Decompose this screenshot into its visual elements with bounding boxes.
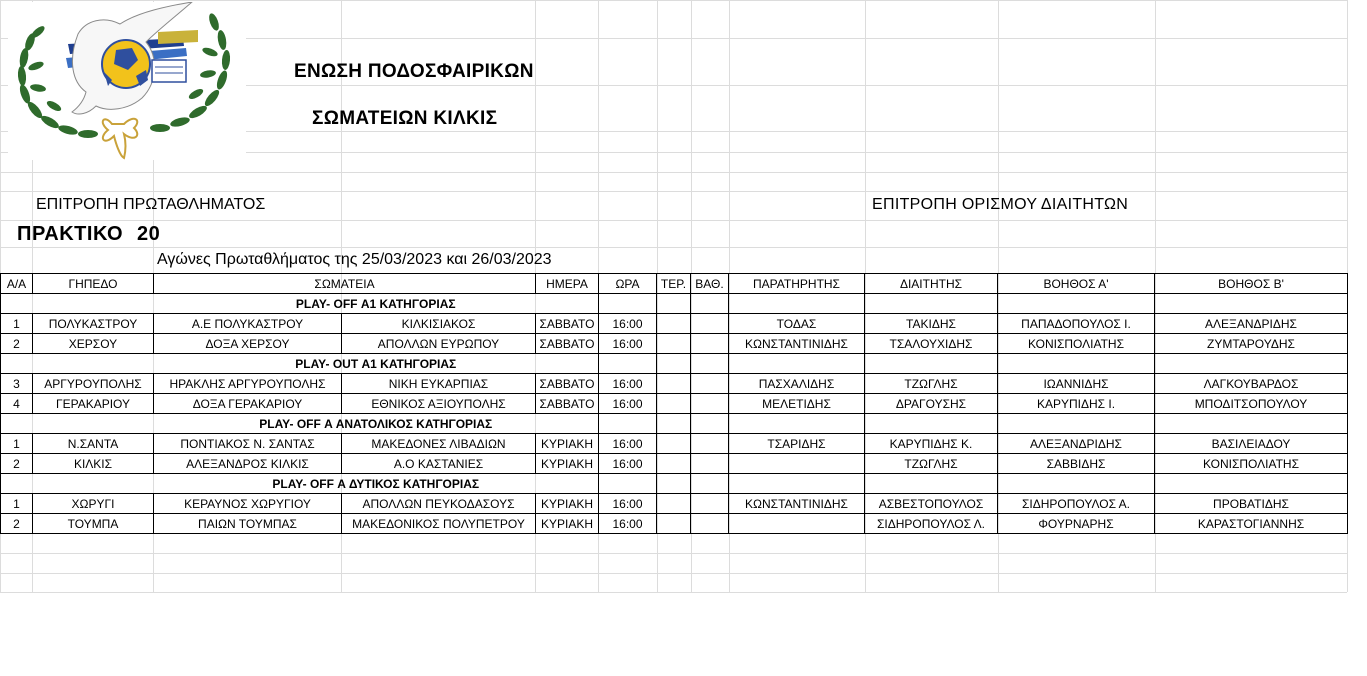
cell-away: ΝΙΚΗ ΕΥΚΑΡΠΙΑΣ	[342, 374, 536, 394]
section-title: PLAY- OFF Α ΔΥΤΙΚΟΣ ΚΑΤΗΓΟΡΙΑΣ	[154, 474, 599, 494]
cell-aa: 4	[1, 394, 33, 414]
grid-row-line	[0, 573, 1347, 574]
empty-cell	[1155, 294, 1348, 314]
cell-assistant-a: ΙΩΑΝΝΙΔΗΣ	[998, 374, 1155, 394]
match-row	[1, 434, 1348, 454]
cell-assistant-b: ΛΑΓΚΟΥΒΑΡΔΟΣ	[1155, 374, 1348, 394]
cell-away: ΜΑΚΕΔΟΝΕΣ ΛΙΒΑΔΙΩΝ	[342, 434, 536, 454]
section-header-row	[1, 414, 1348, 434]
cell-vath	[691, 494, 729, 514]
cell-day: ΚΥΡΙΑΚΗ	[536, 454, 599, 474]
empty-cell	[729, 354, 865, 374]
cell-referee: ΤΖΩΓΛΗΣ	[865, 454, 998, 474]
cell-assistant-b: ΜΠΟΔΙΤΣΟΠΟΥΛΟΥ	[1155, 394, 1348, 414]
empty-cell	[691, 474, 729, 494]
cell-vath	[691, 514, 729, 534]
cell-time: 16:00	[599, 334, 657, 354]
empty-cell	[1, 294, 33, 314]
cell-assistant-a: ΠΑΠΑΔΟΠΟΥΛΟΣ Ι.	[998, 314, 1155, 334]
cell-home: ΠΟΝΤΙΑΚΟΣ Ν. ΣΑΝΤΑΣ	[154, 434, 342, 454]
cell-assistant-b: ΚΟΝΙΣΠΟΛΙΑΤΗΣ	[1155, 454, 1348, 474]
cell-aa: 2	[1, 334, 33, 354]
section-header-row	[1, 474, 1348, 494]
match-row	[1, 394, 1348, 414]
cell-ter	[657, 334, 691, 354]
cell-referee: ΤΑΚΙΔΗΣ	[865, 314, 998, 334]
col-header-time: ΩΡΑ	[599, 274, 657, 294]
empty-cell	[865, 354, 998, 374]
cell-stadium: ΚΙΛΚΙΣ	[33, 454, 154, 474]
cell-assistant-b: ΖΥΜΤΑΡΟΥΔΗΣ	[1155, 334, 1348, 354]
empty-cell	[1, 354, 33, 374]
cell-observer	[729, 514, 865, 534]
empty-cell	[1155, 414, 1348, 434]
cell-referee: ΔΡΑΓΟΥΣΗΣ	[865, 394, 998, 414]
wreath-dove-ball-emblem	[8, 2, 246, 160]
cell-aa: 1	[1, 434, 33, 454]
section-header-row	[1, 294, 1348, 314]
cell-away: ΑΠΟΛΛΩΝ ΠΕΥΚΟΔΑΣΟΥΣ	[342, 494, 536, 514]
cell-day: ΚΥΡΙΑΚΗ	[536, 494, 599, 514]
empty-cell	[865, 474, 998, 494]
empty-cell	[657, 294, 691, 314]
empty-cell	[865, 414, 998, 434]
grid-row-line	[0, 247, 1347, 248]
cell-referee: ΤΖΩΓΛΗΣ	[865, 374, 998, 394]
cell-day: ΣΑΒΒΑΤΟ	[536, 374, 599, 394]
record-number: 20	[137, 223, 161, 245]
cell-home: ΑΛΕΞΑΝΔΡΟΣ ΚΙΛΚΙΣ	[154, 454, 342, 474]
col-header-aa: Α/Α	[1, 274, 33, 294]
cell-vath	[691, 374, 729, 394]
cell-observer	[729, 454, 865, 474]
cell-assistant-a: ΚΟΝΙΣΠΟΛΙΑΤΗΣ	[998, 334, 1155, 354]
col-header-ter: ΤΕΡ.	[657, 274, 691, 294]
cell-referee: ΤΣΑΛΟΥΧΙΔΗΣ	[865, 334, 998, 354]
federation-name-line1: ΕΝΩΣΗ ΠΟΔΟΣΦΑΙΡΙΚΩΝ	[294, 61, 534, 82]
cell-assistant-b: ΚΑΡΑΣΤΟΓΙΑΝΝΗΣ	[1155, 514, 1348, 534]
cell-referee: ΚΑΡΥΠΙΔΗΣ Κ.	[865, 434, 998, 454]
matches-date-subtitle: Αγώνες Πρωταθλήματος της 25/03/2023 και 26/03/2023	[157, 251, 552, 268]
empty-cell	[998, 474, 1155, 494]
cell-referee: ΑΣΒΕΣΤΟΠΟΥΛΟΣ	[865, 494, 998, 514]
empty-cell	[1, 414, 33, 434]
grid-row-line	[0, 220, 1347, 221]
cell-observer: ΠΑΣΧΑΛΙΔΗΣ	[729, 374, 865, 394]
cell-away: ΕΘΝΙΚΟΣ ΑΞΙΟΥΠΟΛΗΣ	[342, 394, 536, 414]
cell-time: 16:00	[599, 314, 657, 334]
cell-assistant-a: ΦΟΥΡΝΑΡΗΣ	[998, 514, 1155, 534]
empty-cell	[599, 414, 657, 434]
empty-cell	[657, 354, 691, 374]
cell-aa: 3	[1, 374, 33, 394]
cell-time: 16:00	[599, 494, 657, 514]
empty-cell	[729, 474, 865, 494]
empty-cell	[729, 294, 865, 314]
empty-cell	[33, 294, 154, 314]
cell-observer: ΤΣΑΡΙΔΗΣ	[729, 434, 865, 454]
cell-vath	[691, 394, 729, 414]
section-header-row	[1, 354, 1348, 374]
empty-cell	[865, 294, 998, 314]
section-title: PLAY- OFF Α ΑΝΑΤΟΛΙΚΟΣ ΚΑΤΗΓΟΡΙΑΣ	[154, 414, 599, 434]
empty-cell	[599, 294, 657, 314]
cell-day: ΚΥΡΙΑΚΗ	[536, 434, 599, 454]
cell-observer: ΜΕΛΕΤΙΔΗΣ	[729, 394, 865, 414]
cell-assistant-b: ΑΛΕΞΑΝΔΡΙΔΗΣ	[1155, 314, 1348, 334]
section-title: PLAY- OFF Α1 ΚΑΤΗΓΟΡΙΑΣ	[154, 294, 599, 314]
record-label: ΠΡΑΚΤΙΚΟ	[17, 223, 124, 245]
referee-committee-label: ΕΠΙΤΡΟΠΗ ΟΡΙΣΜΟΥ ΔΙΑΙΤΗΤΩΝ	[872, 196, 1129, 213]
col-header-stadium: ΓΗΠΕΔΟ	[33, 274, 154, 294]
cell-away: ΜΑΚΕΔΟΝΙΚΟΣ ΠΟΛΥΠΕΤΡΟΥ	[342, 514, 536, 534]
cell-ter	[657, 394, 691, 414]
cell-stadium: ΧΕΡΣΟΥ	[33, 334, 154, 354]
grid-row-line	[0, 592, 1347, 593]
federation-logo	[8, 2, 246, 160]
empty-cell	[998, 294, 1155, 314]
cell-time: 16:00	[599, 374, 657, 394]
empty-cell	[998, 354, 1155, 374]
cell-stadium: ΑΡΓΥΡΟΥΠΟΛΗΣ	[33, 374, 154, 394]
empty-cell	[657, 474, 691, 494]
cell-vath	[691, 334, 729, 354]
cell-observer: ΚΩΝΣΤΑΝΤΙΝΙΔΗΣ	[729, 334, 865, 354]
grid-row-line	[0, 553, 1347, 554]
cell-time: 16:00	[599, 514, 657, 534]
col-header-vath: ΒΑΘ.	[691, 274, 729, 294]
cell-time: 16:00	[599, 434, 657, 454]
cell-ter	[657, 494, 691, 514]
cell-assistant-a: ΑΛΕΞΑΝΔΡΙΔΗΣ	[998, 434, 1155, 454]
match-row	[1, 454, 1348, 474]
cell-referee: ΣΙΔΗΡΟΠΟΥΛΟΣ Λ.	[865, 514, 998, 534]
cell-ter	[657, 314, 691, 334]
matches-table	[0, 273, 1348, 534]
section-title: PLAY- OUT Α1 ΚΑΤΗΓΟΡΙΑΣ	[154, 354, 599, 374]
empty-cell	[1, 474, 33, 494]
cell-assistant-a: ΣΑΒΒΙΔΗΣ	[998, 454, 1155, 474]
cell-vath	[691, 434, 729, 454]
col-header-observer: ΠΑΡΑΤΗΡΗΤΗΣ	[729, 274, 865, 294]
matches-table-body	[1, 274, 1348, 534]
cell-stadium: Ν.ΣΑΝΤΑ	[33, 434, 154, 454]
cell-assistant-b: ΒΑΣΙΛΕΙΑΔΟΥ	[1155, 434, 1348, 454]
cell-time: 16:00	[599, 394, 657, 414]
empty-cell	[1155, 474, 1348, 494]
empty-cell	[691, 354, 729, 374]
cell-aa: 2	[1, 454, 33, 474]
empty-cell	[33, 354, 154, 374]
cell-ter	[657, 514, 691, 534]
empty-cell	[33, 474, 154, 494]
match-row	[1, 314, 1348, 334]
cell-home: ΔΟΞΑ ΓΕΡΑΚΑΡΙΟΥ	[154, 394, 342, 414]
cell-assistant-a: ΣΙΔΗΡΟΠΟΥΛΟΣ Α.	[998, 494, 1155, 514]
cell-ter	[657, 454, 691, 474]
match-row	[1, 494, 1348, 514]
table-header-row	[1, 274, 1348, 294]
cell-assistant-a: ΚΑΡΥΠΙΔΗΣ Ι.	[998, 394, 1155, 414]
col-header-referee: ΔΙΑΙΤΗΤΗΣ	[865, 274, 998, 294]
cell-aa: 1	[1, 494, 33, 514]
cell-observer: ΚΩΝΣΤΑΝΤΙΝΙΔΗΣ	[729, 494, 865, 514]
empty-cell	[1155, 354, 1348, 374]
empty-cell	[691, 294, 729, 314]
cell-away: ΑΠΟΛΛΩΝ ΕΥΡΩΠΟΥ	[342, 334, 536, 354]
cell-home: ΠΑΙΩΝ ΤΟΥΜΠΑΣ	[154, 514, 342, 534]
empty-cell	[729, 414, 865, 434]
cell-day: ΚΥΡΙΑΚΗ	[536, 514, 599, 534]
empty-cell	[691, 414, 729, 434]
record-title	[17, 223, 160, 246]
cell-home: ΗΡΑΚΛΗΣ ΑΡΓΥΡΟΥΠΟΛΗΣ	[154, 374, 342, 394]
cell-time: 16:00	[599, 454, 657, 474]
empty-cell	[33, 414, 154, 434]
col-header-assistant-b: ΒΟΗΘΟΣ Β'	[1155, 274, 1348, 294]
empty-cell	[657, 414, 691, 434]
cell-stadium: ΓΕΡΑΚΑΡΙΟΥ	[33, 394, 154, 414]
col-header-teams: ΣΩΜΑΤΕΙΑ	[154, 274, 536, 294]
match-row	[1, 374, 1348, 394]
cell-ter	[657, 434, 691, 454]
col-header-assistant-a: ΒΟΗΘΟΣ Α'	[998, 274, 1155, 294]
cell-day: ΣΑΒΒΑΤΟ	[536, 314, 599, 334]
grid-row-line	[0, 191, 1347, 192]
cell-day: ΣΑΒΒΑΤΟ	[536, 334, 599, 354]
cell-ter	[657, 374, 691, 394]
cell-home: ΚΕΡΑΥΝΟΣ ΧΩΡΥΓΙΟΥ	[154, 494, 342, 514]
empty-cell	[599, 474, 657, 494]
empty-cell	[998, 414, 1155, 434]
cell-stadium: ΠΟΛΥΚΑΣΤΡΟΥ	[33, 314, 154, 334]
match-row	[1, 514, 1348, 534]
cell-stadium: ΤΟΥΜΠΑ	[33, 514, 154, 534]
cell-home: ΔΟΞΑ ΧΕΡΣΟΥ	[154, 334, 342, 354]
cell-aa: 1	[1, 314, 33, 334]
cell-assistant-b: ΠΡΟΒΑΤΙΔΗΣ	[1155, 494, 1348, 514]
cell-aa: 2	[1, 514, 33, 534]
cell-away: ΚΙΛΚΙΣΙΑΚΟΣ	[342, 314, 536, 334]
cell-vath	[691, 454, 729, 474]
championship-committee-label: ΕΠΙΤΡΟΠΗ ΠΡΩΤΑΘΛΗΜΑΤΟΣ	[36, 196, 266, 213]
match-row	[1, 334, 1348, 354]
cell-vath	[691, 314, 729, 334]
grid-row-line	[0, 172, 1347, 173]
empty-cell	[599, 354, 657, 374]
cell-away: Α.Ο ΚΑΣΤΑΝΙΕΣ	[342, 454, 536, 474]
grid-row-line	[0, 0, 1347, 1]
cell-home: Α.Ε ΠΟΛΥΚΑΣΤΡΟΥ	[154, 314, 342, 334]
cell-observer: ΤΟΔΑΣ	[729, 314, 865, 334]
col-header-day: ΗΜΕΡΑ	[536, 274, 599, 294]
federation-name-line2: ΣΩΜΑΤΕΙΩΝ ΚΙΛΚΙΣ	[312, 108, 498, 129]
cell-day: ΣΑΒΒΑΤΟ	[536, 394, 599, 414]
cell-stadium: ΧΩΡΥΓΙ	[33, 494, 154, 514]
